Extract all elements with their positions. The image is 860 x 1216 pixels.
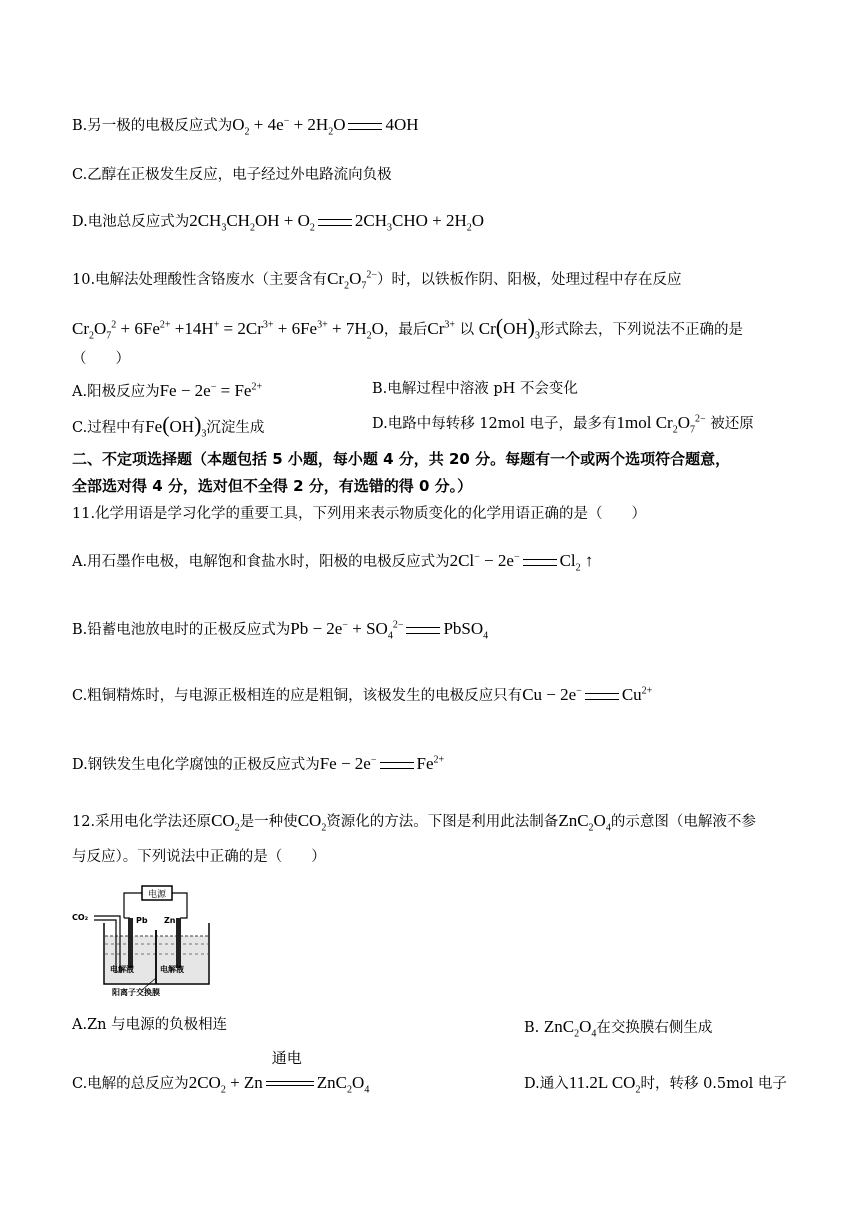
q10-option-d: D.电路中每转移 12mol 电子，最多有1mol $Cr_2O_7^{2-}$ 被还原 <box>372 413 754 436</box>
q11-stem: 11.化学用语是学习化学的重要工具，下列用来表示物质变化的化学用语正确的是（ ） <box>72 506 647 522</box>
power-supply-label: 电源 <box>147 890 167 900</box>
q10-option-b: B.电解过程中溶液 pH 不会变化 <box>372 381 578 397</box>
q9-option-d-text: D.电池总反应式为 <box>72 214 190 230</box>
q11-option-c-text: C.粗铜精炼时，与电源正极相连的应是粗铜，该极发生的电极反应只有 <box>72 688 523 704</box>
q12-stem-b: 是一种使 <box>239 814 298 830</box>
zn-label: Zn <box>164 916 176 925</box>
section2-heading-line1: 二、不定项选择题（本题包括 5 小题，每小题 4 分，共 20 分。每题有一个或两个选项符合题意， <box>72 450 731 468</box>
q12-option-d: D.通入11.2L $CO_2$时，转移 0.5mol 电子 <box>524 1073 787 1096</box>
q12-option-d-b: 时，转移 0.5mol 电子 <box>640 1076 787 1092</box>
q11-option-b: B.铅蓄电池放电时的正极反应式为$Pb - 2e^- + SO_4^{2-}$ PbSO$_4$ <box>72 619 489 642</box>
q9-option-d: D.电池总反应式为$2CH_3CH_2OH + O_2$ $2CH_3CHO + 2H_2O$ <box>72 211 485 234</box>
zn-electrode <box>176 918 181 968</box>
q11-option-a-text: A.用石墨作电极，电解饱和食盐水时，阳极的电极反应式为 <box>72 554 450 570</box>
q12-stem-line2: 与反应）。下列说法中正确的是（ ） <box>72 849 326 865</box>
q10-paren: （ ） <box>72 351 130 367</box>
q10-stem-b: ）时，以铁板作阴、阳极，处理过程中存在反应 <box>376 272 682 288</box>
q12-option-a: A.Zn 与电源的负极相连 <box>72 1017 228 1033</box>
q10-option-d-b: 被还原 <box>710 416 754 432</box>
q10-option-a-text: A.阳极反应为 <box>72 384 160 400</box>
q11-option-d: D.钢铁发生电化学腐蚀的正极反应式为Fe − 2e− $Fe^{2+}$ <box>72 754 445 773</box>
co2-label: CO₂ <box>72 913 89 922</box>
wire-right <box>172 893 187 918</box>
q10-option-d-a: D.电路中每转移 12mol 电子，最多有 <box>372 416 617 432</box>
q12-option-b-text: 在交换膜右侧生成 <box>596 1020 713 1036</box>
q12-stem-a: 12.采用电化学法还原 <box>72 814 212 830</box>
q10-option-c-a: C.过程中有 <box>72 420 146 436</box>
q9-option-c: C.乙醇在正极发生反应，电子经过外电路流向负极 <box>72 167 392 183</box>
q9-option-b: B.另一极的电极反应式为$O_2 + 4e^- + 2H_2O$ 4OH <box>72 115 419 138</box>
q10-stem-line2: $Cr_2O_7^2 + 6Fe^{2+} +14H^+ = 2Cr^{3+} + 6Fe^{3+} + 7H_2O$，最后$Cr^{3+}$ 以 $Cr(OH)_3$形式除去，下列说法不正确的是 <box>72 314 743 342</box>
right-electrolyte-label: 电解液 <box>160 965 184 974</box>
q12-option-c-text: C.电解的总反应为 <box>72 1076 189 1092</box>
pb-electrode <box>128 918 133 968</box>
q10-stem-a: 10.电解法处理酸性含铬废水（主要含有 <box>72 272 328 288</box>
section2-heading-line2: 全部选对得 4 分，选对但不全得 2 分，有选错的得 0 分。） <box>72 477 473 495</box>
q10-stem-line1: 10.电解法处理酸性含铬废水（主要含有$Cr_2O_7^{2-}$）时，以铁板作阴、阳极，处理过程中存在反应 <box>72 269 682 292</box>
q9-option-b-text: B.另一极的电极反应式为 <box>72 118 233 134</box>
q12-stem-c: 资源化的方法。下图是利用此法制备 <box>326 814 559 830</box>
q11-option-c: C.粗铜精炼时，与电源正极相连的应是粗铜，该极发生的电极反应只有Cu − 2e− $Cu^{2+}$ <box>72 685 653 704</box>
q10-stem-c: ，最后 <box>383 322 428 338</box>
q12-option-b: B. $ZnC_2O_4$在交换膜右侧生成 <box>524 1017 713 1040</box>
q12-option-d-a: D.通入 <box>524 1076 569 1092</box>
q12-stem-line1: 12.采用电化学法还原$CO_2$是一种使$CO_2$资源化的方法。下图是利用此法制备$ZnC_2O_4$的示意图（电解液不参 <box>72 811 756 834</box>
q10-option-c: C.过程中有$Fe(OH)_3$沉淀生成 <box>72 412 265 440</box>
left-electrolyte-label: 电解液 <box>110 965 134 974</box>
q12-option-c: C.电解的总反应为$2CO_2 + Zn$ 通电 $ZnC_2O_4$ <box>72 1049 370 1096</box>
membrane-label: 阳离子交换膜 <box>112 988 160 996</box>
q12-stem-d: 的示意图（电解液不参 <box>610 814 756 830</box>
wire-left <box>124 893 142 918</box>
q10-stem-d: 形式除去，下列说法不正确的是 <box>539 322 743 338</box>
q11-option-d-text: D.钢铁发生电化学腐蚀的正极反应式为 <box>72 757 320 773</box>
q10-option-a: A.阳极反应为$Fe - 2e^- = Fe^{2+}$ <box>72 381 263 400</box>
q12-condition-label: 通电 <box>271 1049 302 1068</box>
q11-option-b-text: B.铅蓄电池放电时的正极反应式为 <box>72 622 291 638</box>
pb-label: Pb <box>136 916 148 925</box>
q11-option-a: A.用石墨作电极，电解饱和食盐水时，阳极的电极反应式为2Cl− − 2e− $Cl_2$ ↑ <box>72 551 594 574</box>
q10-option-c-b: 沉淀生成 <box>206 420 265 436</box>
electrolysis-cell-figure <box>72 878 222 996</box>
